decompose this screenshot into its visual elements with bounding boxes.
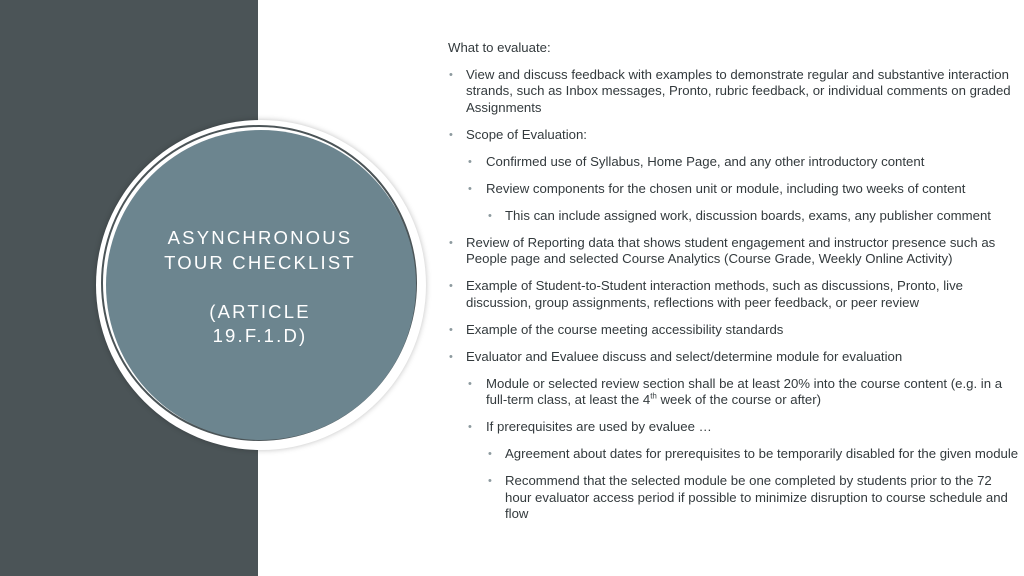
slide-title [110, 226, 410, 349]
title-line: 19.F.1.D) [212, 325, 308, 346]
list-item-text: Module or selected review section shall be at least 20% into the course content (e.g. in a full-term class, at least the 4th week of the course or after) [486, 375, 1003, 407]
list-item-text: Review of Reporting data that shows student engagement and instructor presence such as People page and selected Course Analytics (Course Grade, Weekly Online Activity) [466, 234, 996, 266]
list-item [448, 349, 1020, 366]
list-item [448, 473, 1020, 523]
list-item-text: Agreement about dates for prerequisites to be temporarily disabled for the given module [505, 446, 1019, 461]
list-item-text: Confirmed use of Syllabus, Home Page, and any other introductory content [486, 153, 925, 169]
title-line: (ARTICLE [209, 300, 311, 322]
list-item [448, 322, 1020, 339]
bullet-icon: • [449, 350, 453, 363]
bullet-icon: • [488, 475, 492, 487]
list-item [448, 235, 1020, 268]
list-item [448, 127, 1020, 144]
bullet-icon: • [468, 155, 472, 168]
bullet-icon: • [468, 377, 472, 390]
list-item-text: Recommend that the selected module be one completed by students prior to the 72 hour evaluator access period if possible to minimize disruption to course schedule and flow [505, 473, 1008, 521]
list-item-text: If prerequisites are used by evaluee … [486, 419, 712, 434]
list-item-text: Evaluator and Evaluee discuss and select/determine module for evaluation [466, 348, 903, 364]
content-body [448, 40, 1020, 533]
bullet-icon: • [449, 236, 453, 249]
list-item-text: Review components for the chosen unit or module, including two weeks of content [486, 180, 966, 196]
bullet-icon: • [449, 280, 453, 292]
title-line: TOUR CHECKLIST [164, 251, 356, 273]
list-item-text: This can include assigned work, discussion boards, exams, any publisher comment [505, 207, 991, 223]
list-item [448, 208, 1020, 225]
list-item-text: Example of Student-to-Student interaction methods, such as discussions, Pronto, live discussion, group assignments, reflections with peer feedback, or peer review [466, 278, 963, 310]
intro-text: What to evaluate: [448, 40, 551, 55]
list-item [448, 181, 1020, 198]
title-line: ASYNCHRONOUS [167, 227, 353, 248]
list-item [448, 419, 1020, 436]
title-line [110, 275, 410, 300]
list-item [448, 446, 1020, 463]
bullet-icon: • [449, 323, 453, 336]
list-item [448, 376, 1020, 409]
bullet-icon: • [488, 448, 492, 460]
ordinal-suffix: th [650, 391, 657, 401]
list-item [448, 278, 1020, 311]
list-item [448, 67, 1020, 117]
list-item-text: Example of the course meeting accessibility standards [466, 321, 784, 337]
bullet-icon: • [468, 421, 472, 433]
bullet-icon: • [449, 68, 453, 81]
bullet-icon: • [488, 209, 492, 222]
bullet-icon: • [468, 182, 472, 195]
list-item-text: Scope of Evaluation: [466, 126, 587, 142]
list-item [448, 154, 1020, 171]
bullet-icon: • [449, 128, 453, 141]
list-item-text: View and discuss feedback with examples to demonstrate regular and substantive interaction strands, such as Inbox messages, Pronto, rubric feedback, or individual comments on graded Assignments [466, 66, 1011, 115]
